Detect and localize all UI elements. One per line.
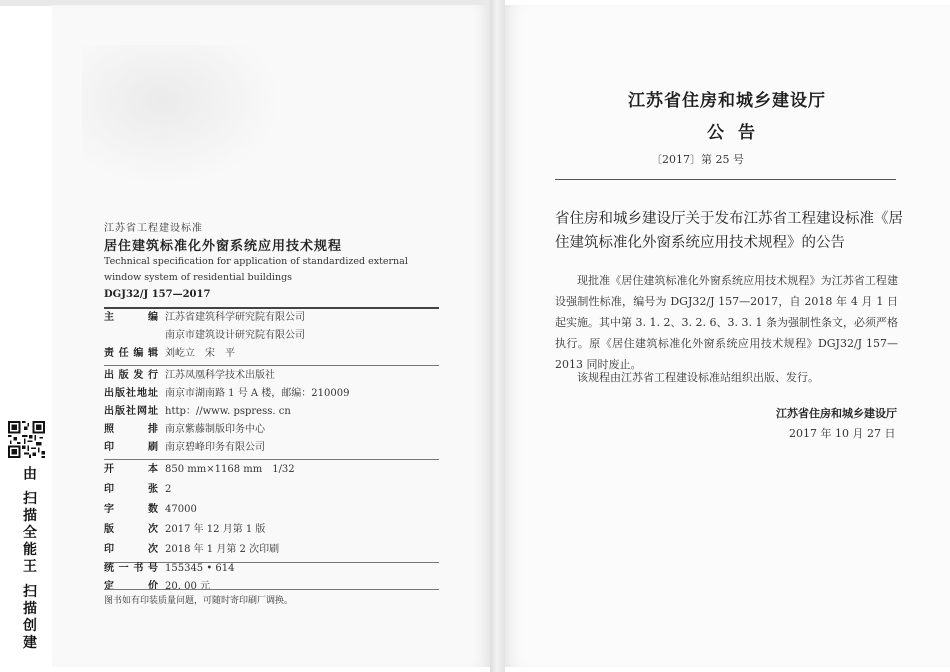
issuer-heading: 江苏省住房和城乡建设厅 (628, 91, 826, 111)
divider (555, 179, 896, 180)
imprint-label: 印刷 (104, 442, 158, 453)
book-gutter (490, 0, 505, 672)
imprint-value: 南京碧峰印务有限公司 (165, 442, 265, 453)
series-label: 江苏省工程建设标准 (104, 223, 203, 234)
imprint-value: 刘屹立 宋 平 (165, 348, 235, 359)
divider (104, 589, 439, 590)
imprint-value: 南京市建筑设计研究院有限公司 (165, 330, 305, 341)
announcement-body: 现批准《居住建筑标准化外窗系统应用技术规程》为江苏省工程建设强制性标准，编号为 DGJ32/J 157—2017，自 2018 年 4 月 1 日起实施。其中第 3. 1. 2、3. 2. 6、3. 3. 1 条为强制性条文，必须严格执行。原《居住建筑标准化外窗系统应用技术规程》DGJ32/J 157—2013 同时废止。 (555, 274, 898, 371)
imprint-label: 主编 (104, 312, 158, 323)
imprint-label: 定价 (104, 581, 158, 592)
notice-heading: 公告 (707, 123, 769, 143)
announcement-title: 省住房和城乡建设厅关于发布江苏省工程建设标准《居住建筑标准化外窗系统应用技术规程》的公告 (555, 211, 903, 251)
imprint-label: 出版社地址 (104, 388, 158, 399)
imprint-label: 出版发行 (104, 370, 158, 381)
imprint-value: 南京紫藤制版印务中心 (165, 424, 265, 435)
signature-org: 江苏省住房和城乡建设厅 (776, 407, 897, 420)
imprint-value: 20. 00 元 (165, 581, 210, 592)
footnote: 图书如有印装质量问题，可随时寄印刷厂调换。 (104, 596, 294, 606)
scanner-watermark: 由 扫描全能王 扫描创建 (21, 466, 37, 652)
imprint-label: 开本 (104, 464, 158, 475)
imprint-label: 字数 (104, 504, 158, 515)
imprint-label: 照排 (104, 424, 158, 435)
imprint-value: 850 mm×1168 mm 1/32 (165, 464, 295, 475)
imprint-label: 印次 (104, 544, 158, 555)
imprint-value: 2 (165, 484, 172, 495)
imprint-value: http：//www. pspress. cn (165, 406, 291, 417)
qr-code-icon (8, 421, 45, 458)
standard-code: DGJ32/J 157—2017 (104, 289, 211, 300)
imprint-value: 江苏凤凰科学技术出版社 (165, 370, 275, 381)
imprint-label: 责任编辑 (104, 348, 158, 359)
divider (104, 459, 439, 460)
book-title-cn: 居住建筑标准化外窗系统应用技术规程 (104, 239, 343, 254)
imprint-value: 江苏省建筑科学研究院有限公司 (165, 312, 305, 323)
imprint-label: 出版社网址 (104, 406, 158, 417)
notice-number: 〔2017〕第 25 号 (651, 153, 744, 166)
imprint-value: 南京市湖南路 1 号 A 楼，邮编：210009 (165, 388, 350, 399)
signature-date: 2017 年 10 月 27 日 (789, 427, 896, 440)
imprint-value: 47000 (165, 504, 197, 515)
show-through-shadow (82, 45, 282, 185)
announcement-body-2: 该规程由江苏省工程建设标准站组织出版、发行。 (577, 371, 819, 384)
imprint-label: 版次 (104, 524, 158, 535)
book-title-en: Technical specification for application of standardized external window system of residential buildings (104, 256, 408, 283)
imprint-label: 统一书号 (104, 563, 158, 574)
imprint-value: 2018 年 1 月第 2 次印刷 (165, 544, 280, 555)
imprint-value: 155345 • 614 (165, 563, 235, 574)
divider (104, 365, 439, 366)
imprint-label: 印张 (104, 484, 158, 495)
imprint-value: 2017 年 12 月第 1 版 (165, 524, 266, 535)
